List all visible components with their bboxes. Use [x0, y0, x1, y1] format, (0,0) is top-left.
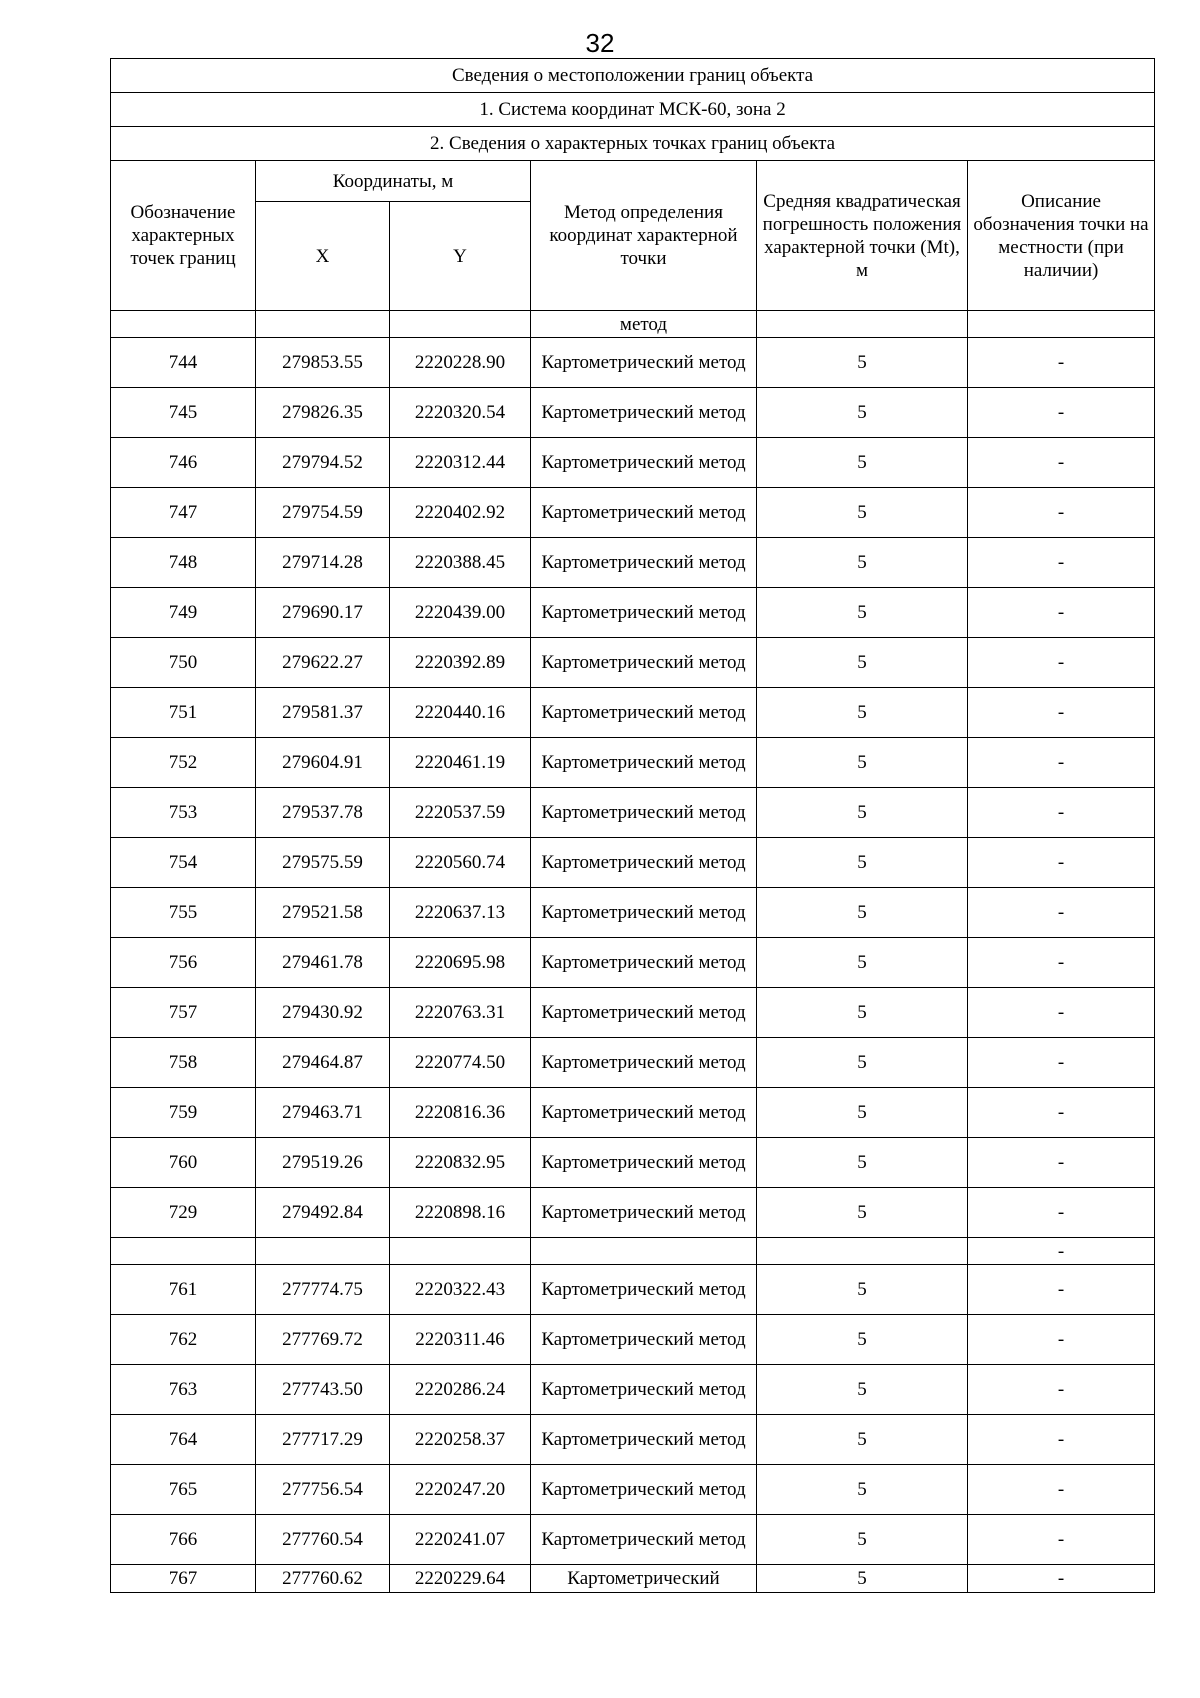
- method-cell: Картометрический метод: [531, 488, 757, 538]
- table-row: [111, 738, 1155, 788]
- table-row: [111, 388, 1155, 438]
- y-coordinate-cell: 2220388.45: [390, 538, 531, 588]
- description-cell: -: [968, 988, 1155, 1038]
- y-coordinate-cell: 2220537.59: [390, 788, 531, 838]
- header-x: X: [256, 202, 390, 311]
- error-cell: 5: [757, 1138, 968, 1188]
- continuation-row: [111, 311, 1155, 338]
- method-cell: Картометрический метод: [531, 1088, 757, 1138]
- point-id-cell: 762: [111, 1315, 256, 1365]
- separator-description-cell: -: [968, 1238, 1155, 1265]
- y-coordinate-cell: 2220322.43: [390, 1265, 531, 1315]
- description-cell: -: [968, 1365, 1155, 1415]
- error-cell: 5: [757, 888, 968, 938]
- description-cell: -: [968, 1315, 1155, 1365]
- coordinate-system-heading: 1. Система координат МСК-60, зона 2: [111, 93, 1155, 127]
- table-row: [111, 638, 1155, 688]
- header-coordinates: Координаты, м: [256, 161, 531, 202]
- description-cell: -: [968, 1415, 1155, 1465]
- x-coordinate-cell: 279853.55: [256, 338, 390, 388]
- table-row: [111, 1365, 1155, 1415]
- method-cell: Картометрический метод: [531, 738, 757, 788]
- method-cell: Картометрический метод: [531, 1315, 757, 1365]
- y-coordinate-cell: 2220258.37: [390, 1415, 531, 1465]
- method-cell: Картометрический: [531, 1565, 757, 1593]
- method-cell: Картометрический метод: [531, 688, 757, 738]
- x-coordinate-cell: 277760.54: [256, 1515, 390, 1565]
- error-cell: 5: [757, 588, 968, 638]
- point-id-cell: 747: [111, 488, 256, 538]
- y-coordinate-cell: 2220898.16: [390, 1188, 531, 1238]
- method-cell: Картометрический метод: [531, 1465, 757, 1515]
- error-cell: 5: [757, 338, 968, 388]
- method-cell: Картометрический метод: [531, 938, 757, 988]
- table-row: [111, 888, 1155, 938]
- x-coordinate-cell: 279794.52: [256, 438, 390, 488]
- x-coordinate-cell: 279519.26: [256, 1138, 390, 1188]
- point-id-cell: 759: [111, 1088, 256, 1138]
- y-coordinate-cell: 2220312.44: [390, 438, 531, 488]
- method-cell: Картометрический метод: [531, 588, 757, 638]
- table-row: [111, 838, 1155, 888]
- table-cell: [390, 1238, 531, 1265]
- description-cell: -: [968, 388, 1155, 438]
- x-coordinate-cell: 279581.37: [256, 688, 390, 738]
- error-cell: 5: [757, 1315, 968, 1365]
- error-cell: 5: [757, 738, 968, 788]
- point-id-cell: 748: [111, 538, 256, 588]
- y-coordinate-cell: 2220402.92: [390, 488, 531, 538]
- point-id-cell: 755: [111, 888, 256, 938]
- table-title: Сведения о местоположении границ объекта: [111, 59, 1155, 93]
- y-coordinate-cell: 2220439.00: [390, 588, 531, 638]
- error-cell: 5: [757, 788, 968, 838]
- method-cell: Картометрический метод: [531, 1188, 757, 1238]
- table-row: [111, 1188, 1155, 1238]
- error-cell: 5: [757, 538, 968, 588]
- description-cell: -: [968, 688, 1155, 738]
- table-row: [111, 788, 1155, 838]
- header-point-id: Обозначение характерных точек границ: [111, 161, 256, 311]
- description-cell: -: [968, 738, 1155, 788]
- description-cell: -: [968, 1138, 1155, 1188]
- y-coordinate-cell: 2220311.46: [390, 1315, 531, 1365]
- table-row: [111, 938, 1155, 988]
- method-cell: Картометрический метод: [531, 1138, 757, 1188]
- description-cell: -: [968, 438, 1155, 488]
- y-coordinate-cell: 2220440.16: [390, 688, 531, 738]
- description-cell: -: [968, 538, 1155, 588]
- error-cell: 5: [757, 638, 968, 688]
- description-cell: -: [968, 1515, 1155, 1565]
- method-cell: Картометрический метод: [531, 388, 757, 438]
- boundary-points-table: [110, 58, 1155, 1593]
- separator-row: [111, 1238, 1155, 1265]
- error-cell: 5: [757, 1038, 968, 1088]
- table-row: [111, 438, 1155, 488]
- y-coordinate-cell: 2220816.36: [390, 1088, 531, 1138]
- error-cell: 5: [757, 1415, 968, 1465]
- table-row: [111, 338, 1155, 388]
- description-cell: -: [968, 888, 1155, 938]
- x-coordinate-cell: 279463.71: [256, 1088, 390, 1138]
- method-cell: Картометрический метод: [531, 838, 757, 888]
- y-coordinate-cell: 2220229.64: [390, 1565, 531, 1593]
- point-id-cell: 765: [111, 1465, 256, 1515]
- method-cell: Картометрический метод: [531, 888, 757, 938]
- table-cell: [531, 1238, 757, 1265]
- header-error: Средняя квадратическая погрешность положения характерной точки (Mt), м: [757, 161, 968, 311]
- point-id-cell: 744: [111, 338, 256, 388]
- y-coordinate-cell: 2220286.24: [390, 1365, 531, 1415]
- y-coordinate-cell: 2220392.89: [390, 638, 531, 688]
- point-id-cell: 749: [111, 588, 256, 638]
- page-number: 32: [585, 28, 615, 58]
- description-cell: -: [968, 488, 1155, 538]
- x-coordinate-cell: 277756.54: [256, 1465, 390, 1515]
- error-cell: 5: [757, 1465, 968, 1515]
- method-cell: Картометрический метод: [531, 638, 757, 688]
- table-row: [111, 1088, 1155, 1138]
- table-cell: [390, 311, 531, 338]
- table-row: [111, 688, 1155, 738]
- x-coordinate-cell: 279461.78: [256, 938, 390, 988]
- header-y: Y: [390, 202, 531, 311]
- points-section-heading: 2. Сведения о характерных точках границ объекта: [111, 127, 1155, 161]
- table-row: [111, 1315, 1155, 1365]
- continuation-method-cell: метод: [531, 311, 757, 338]
- y-coordinate-cell: 2220763.31: [390, 988, 531, 1038]
- error-cell: 5: [757, 838, 968, 888]
- method-cell: Картометрический метод: [531, 438, 757, 488]
- method-cell: Картометрический метод: [531, 1515, 757, 1565]
- table-cell: [111, 311, 256, 338]
- description-cell: -: [968, 1565, 1155, 1593]
- table-row: [111, 1138, 1155, 1188]
- table-row: [111, 1038, 1155, 1088]
- y-coordinate-cell: 2220461.19: [390, 738, 531, 788]
- point-id-cell: 754: [111, 838, 256, 888]
- error-cell: 5: [757, 488, 968, 538]
- error-cell: 5: [757, 1365, 968, 1415]
- x-coordinate-cell: 277760.62: [256, 1565, 390, 1593]
- header-description: Описание обозначения точки на местности (при наличии): [968, 161, 1155, 311]
- y-coordinate-cell: 2220832.95: [390, 1138, 531, 1188]
- error-cell: 5: [757, 688, 968, 738]
- x-coordinate-cell: 279521.58: [256, 888, 390, 938]
- table-cell: [757, 1238, 968, 1265]
- description-cell: -: [968, 1038, 1155, 1088]
- point-id-cell: 761: [111, 1265, 256, 1315]
- point-id-cell: 746: [111, 438, 256, 488]
- x-coordinate-cell: 277743.50: [256, 1365, 390, 1415]
- x-coordinate-cell: 277717.29: [256, 1415, 390, 1465]
- point-id-cell: 758: [111, 1038, 256, 1088]
- point-id-cell: 767: [111, 1565, 256, 1593]
- table-cell: [111, 1238, 256, 1265]
- x-coordinate-cell: 279604.91: [256, 738, 390, 788]
- method-cell: Картометрический метод: [531, 1365, 757, 1415]
- point-id-cell: 756: [111, 938, 256, 988]
- table-cell: [256, 311, 390, 338]
- table-cell: [757, 311, 968, 338]
- x-coordinate-cell: 279492.84: [256, 1188, 390, 1238]
- table-row: [111, 488, 1155, 538]
- x-coordinate-cell: 279430.92: [256, 988, 390, 1038]
- description-cell: -: [968, 588, 1155, 638]
- x-coordinate-cell: 277769.72: [256, 1315, 390, 1365]
- table-row: [111, 1565, 1155, 1593]
- x-coordinate-cell: 279622.27: [256, 638, 390, 688]
- method-cell: Картометрический метод: [531, 538, 757, 588]
- y-coordinate-cell: 2220695.98: [390, 938, 531, 988]
- error-cell: 5: [757, 988, 968, 1038]
- description-cell: -: [968, 938, 1155, 988]
- point-id-cell: 753: [111, 788, 256, 838]
- y-coordinate-cell: 2220637.13: [390, 888, 531, 938]
- table-row: [111, 588, 1155, 638]
- method-cell: Картометрический метод: [531, 1415, 757, 1465]
- y-coordinate-cell: 2220320.54: [390, 388, 531, 438]
- method-cell: Картометрический метод: [531, 1038, 757, 1088]
- point-id-cell: 750: [111, 638, 256, 688]
- x-coordinate-cell: 279464.87: [256, 1038, 390, 1088]
- description-cell: -: [968, 1265, 1155, 1315]
- description-cell: -: [968, 338, 1155, 388]
- error-cell: 5: [757, 938, 968, 988]
- method-cell: Картометрический метод: [531, 788, 757, 838]
- point-id-cell: 760: [111, 1138, 256, 1188]
- method-cell: Картометрический метод: [531, 988, 757, 1038]
- x-coordinate-cell: 279754.59: [256, 488, 390, 538]
- description-cell: -: [968, 1088, 1155, 1138]
- description-cell: -: [968, 788, 1155, 838]
- description-cell: -: [968, 1465, 1155, 1515]
- error-cell: 5: [757, 1088, 968, 1138]
- header-method: Метод определения координат характерной точки: [531, 161, 757, 311]
- x-coordinate-cell: 279826.35: [256, 388, 390, 438]
- y-coordinate-cell: 2220560.74: [390, 838, 531, 888]
- error-cell: 5: [757, 438, 968, 488]
- description-cell: -: [968, 1188, 1155, 1238]
- error-cell: 5: [757, 1265, 968, 1315]
- x-coordinate-cell: 279575.59: [256, 838, 390, 888]
- point-id-cell: 729: [111, 1188, 256, 1238]
- y-coordinate-cell: 2220228.90: [390, 338, 531, 388]
- table-row: [111, 1465, 1155, 1515]
- table-row: [111, 988, 1155, 1038]
- error-cell: 5: [757, 1565, 968, 1593]
- table-cell: [968, 311, 1155, 338]
- x-coordinate-cell: 279714.28: [256, 538, 390, 588]
- table-cell: [256, 1238, 390, 1265]
- y-coordinate-cell: 2220774.50: [390, 1038, 531, 1088]
- x-coordinate-cell: 277774.75: [256, 1265, 390, 1315]
- point-id-cell: 757: [111, 988, 256, 1038]
- table-row: [111, 1415, 1155, 1465]
- table-row: [111, 1515, 1155, 1565]
- point-id-cell: 764: [111, 1415, 256, 1465]
- description-cell: -: [968, 838, 1155, 888]
- error-cell: 5: [757, 388, 968, 438]
- x-coordinate-cell: 279690.17: [256, 588, 390, 638]
- x-coordinate-cell: 279537.78: [256, 788, 390, 838]
- point-id-cell: 745: [111, 388, 256, 438]
- table-row: [111, 538, 1155, 588]
- point-id-cell: 766: [111, 1515, 256, 1565]
- point-id-cell: 752: [111, 738, 256, 788]
- point-id-cell: 751: [111, 688, 256, 738]
- y-coordinate-cell: 2220247.20: [390, 1465, 531, 1515]
- error-cell: 5: [757, 1515, 968, 1565]
- error-cell: 5: [757, 1188, 968, 1238]
- y-coordinate-cell: 2220241.07: [390, 1515, 531, 1565]
- method-cell: Картометрический метод: [531, 338, 757, 388]
- method-cell: Картометрический метод: [531, 1265, 757, 1315]
- table-row: [111, 1265, 1155, 1315]
- point-id-cell: 763: [111, 1365, 256, 1415]
- description-cell: -: [968, 638, 1155, 688]
